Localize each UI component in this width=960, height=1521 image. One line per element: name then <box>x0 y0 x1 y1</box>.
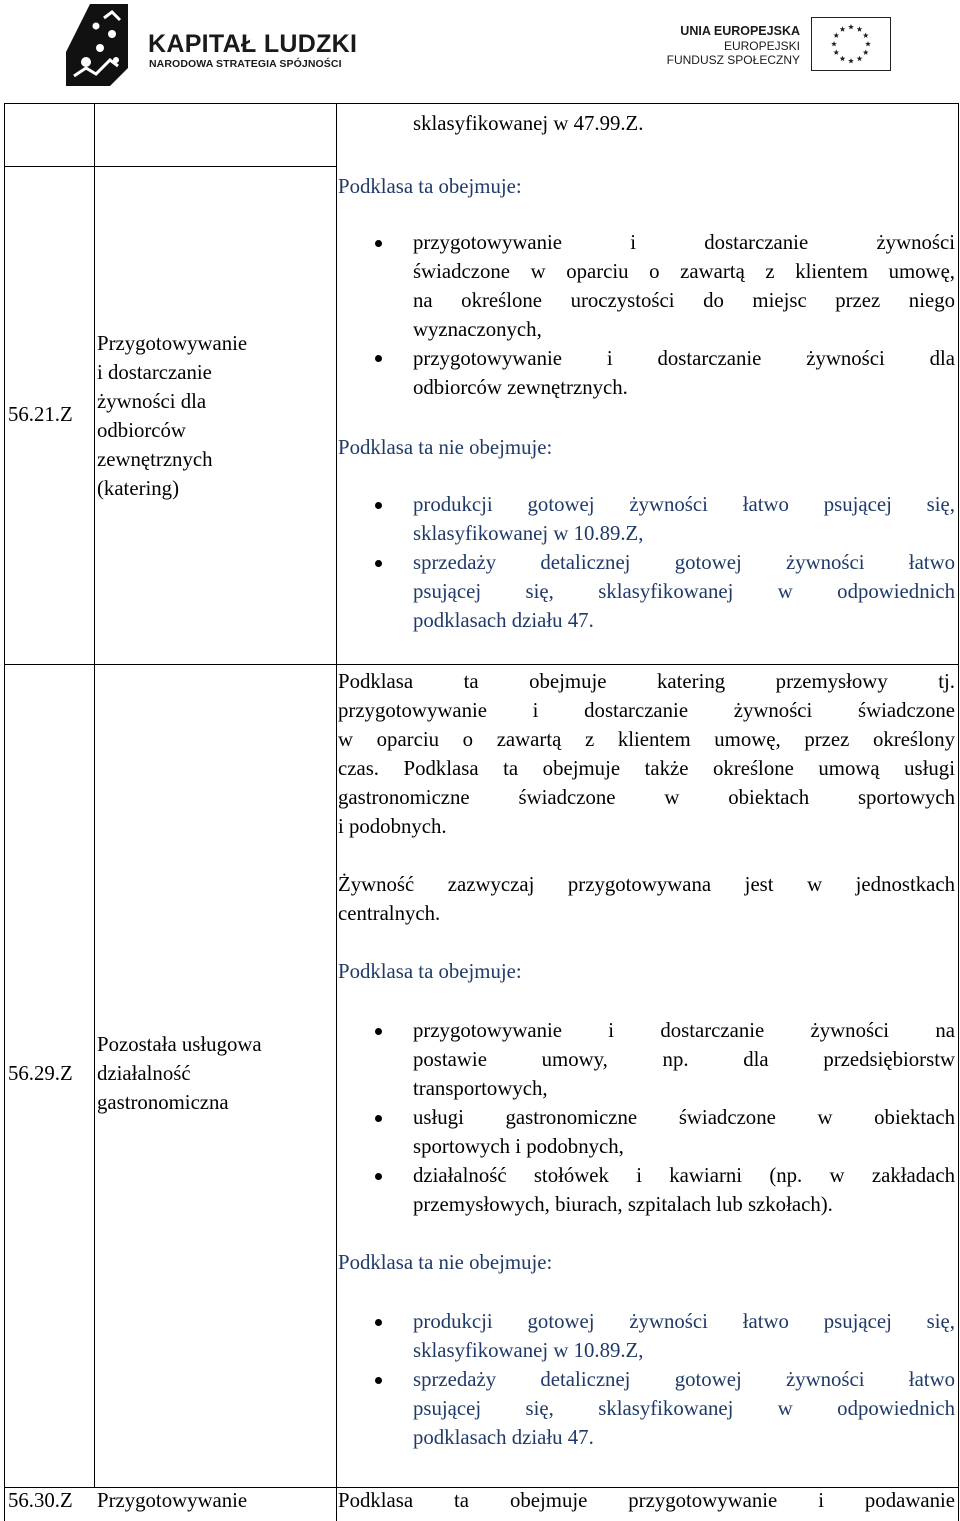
row3-name: Przygotowywanie <box>97 1489 248 1512</box>
eu-logo-line2: EUROPEJSKI <box>723 39 800 53</box>
row2-include-item <box>413 1161 955 1219</box>
text-line: sklasyfikowanej w 10.89.Z, <box>413 1339 644 1362</box>
row2-name-line: Pozostała usługowa <box>97 1033 262 1056</box>
row2-intro <box>338 667 955 841</box>
text-line: psującej się, sklasyfikowanej w odpowiednich <box>413 1397 955 1420</box>
row1-includes-heading: Podklasa ta obejmuje: <box>338 175 522 198</box>
text-line: Podklasa ta obejmuje przygotowywanie i podawanie <box>338 1489 955 1512</box>
row1-name-line: zewnętrznych <box>97 448 213 471</box>
row0-continuation-text: sklasyfikowanej w 47.99.Z. <box>413 112 644 135</box>
eu-logo-line3: FUNDUSZ SPOŁECZNY <box>666 53 800 67</box>
row2-include-item <box>413 1103 955 1161</box>
text-line: transportowych, <box>413 1077 548 1100</box>
row1-code: 56.21.Z <box>8 403 73 426</box>
text-line: Żywność zazwyczaj przygotowywana jest w jednostkach <box>338 873 955 896</box>
text-line: i podobnych. <box>338 815 447 838</box>
text-line: Podklasa ta obejmuje katering przemysłowy tj. <box>338 670 955 693</box>
row-separator-2 <box>4 664 959 665</box>
row2-include-item <box>413 1016 955 1103</box>
text-line: gastronomiczne świadczone w obiektach sportowych <box>338 786 955 809</box>
text-line: wyznaczonych, <box>413 318 542 341</box>
row1-name-line: i dostarczanie <box>97 361 212 384</box>
text-line: działalność stołówek i kawiarni (np. w zakładach <box>413 1164 955 1187</box>
row1-exclude-item <box>413 490 955 548</box>
row1-name-line: Przygotowywanie <box>97 332 248 355</box>
row1-exclude-item <box>413 548 955 635</box>
row3-code: 56.30.Z <box>8 1489 73 1512</box>
row2-name-line: działalność <box>97 1062 191 1085</box>
text-line: przygotowywanie i dostarczanie żywności świadczone <box>338 699 955 722</box>
row2-exclude-item <box>413 1307 955 1365</box>
text-line: sprzedaży detalicznej gotowej żywności łatwo <box>413 551 955 574</box>
bullet <box>375 502 382 509</box>
table-top-border <box>4 103 959 104</box>
text-line: postawie umowy, np. dla przedsiębiorstw <box>413 1048 955 1071</box>
text-line: przemysłowych, biurach, szpitalach lub szkołach). <box>413 1193 833 1216</box>
bullet <box>375 560 382 567</box>
eu-logo-line1: UNIA EUROPEJSKA <box>680 24 800 38</box>
text-line: produkcji gotowej żywności łatwo psującej się, <box>413 1310 955 1333</box>
row2-code: 56.29.Z <box>8 1062 73 1085</box>
row1-include-item <box>413 228 955 344</box>
column-divider-1 <box>94 103 95 1488</box>
text-line: przygotowywanie i dostarczanie żywności na <box>413 1019 955 1042</box>
bullet <box>375 1173 382 1180</box>
eu-flag-icon <box>811 17 891 71</box>
kapital-ludzki-subtitle: NARODOWA STRATEGIA SPÓJNOŚCI <box>149 58 342 70</box>
text-line: na określone uroczystości do miejsc przez niego <box>413 289 955 312</box>
text-line: usługi gastronomiczne świadczone w obiektach <box>413 1106 955 1129</box>
text-line: sklasyfikowanej w 10.89.Z, <box>413 522 644 545</box>
text-line: czas. Podklasa ta obejmuje także określone umową usługi <box>338 757 955 780</box>
row2-name <box>97 1030 333 1117</box>
page-header <box>0 0 960 92</box>
row2-note <box>338 870 955 928</box>
table-border-left <box>4 103 5 1521</box>
row2-name-line: gastronomiczna <box>97 1091 229 1114</box>
row1-name-line: (katering) <box>97 477 179 500</box>
text-line: sprzedaży detalicznej gotowej żywności łatwo <box>413 1368 955 1391</box>
row2-excludes-heading: Podklasa ta nie obejmuje: <box>338 1251 553 1274</box>
column-divider-2 <box>336 103 337 1521</box>
text-line: podklasach działu 47. <box>413 609 594 632</box>
bullet <box>375 355 382 362</box>
row1-include-item <box>413 344 955 402</box>
text-line: centralnych. <box>338 902 441 925</box>
row-separator-1 <box>4 166 337 167</box>
kapital-ludzki-title: KAPITAŁ LUDZKI <box>148 30 358 58</box>
text-line: podklasach działu 47. <box>413 1426 594 1449</box>
kapital-ludzki-emblem-icon <box>66 4 128 86</box>
text-line: psującej się, sklasyfikowanej w odpowiednich <box>413 580 955 603</box>
text-line: odbiorców zewnętrznych. <box>413 376 628 399</box>
bullet <box>375 1028 382 1035</box>
row2-includes-heading: Podklasa ta obejmuje: <box>338 960 522 983</box>
text-line: przygotowywanie i dostarczanie żywności <box>413 231 955 254</box>
text-line: produkcji gotowej żywności łatwo psującej się, <box>413 493 955 516</box>
row2-exclude-item <box>413 1365 955 1452</box>
row3-text <box>338 1486 955 1515</box>
bullet <box>375 1377 382 1384</box>
bullet <box>375 240 382 247</box>
text-line: sportowych i podobnych, <box>413 1135 624 1158</box>
text-line: przygotowywanie i dostarczanie żywności dla <box>413 347 955 370</box>
bullet <box>375 1319 382 1326</box>
row1-name-line: odbiorców <box>97 419 186 442</box>
text-line: świadczone w oparciu o zawartą z klientem umowę, <box>413 260 955 283</box>
table-border-right <box>958 103 959 1521</box>
text-line: w oparciu o zawartą z klientem umowę, przez określony <box>338 728 955 751</box>
row1-name <box>97 329 333 503</box>
row1-excludes-heading: Podklasa ta nie obejmuje: <box>338 436 553 459</box>
row1-name-line: żywności dla <box>97 390 207 413</box>
bullet <box>375 1115 382 1122</box>
